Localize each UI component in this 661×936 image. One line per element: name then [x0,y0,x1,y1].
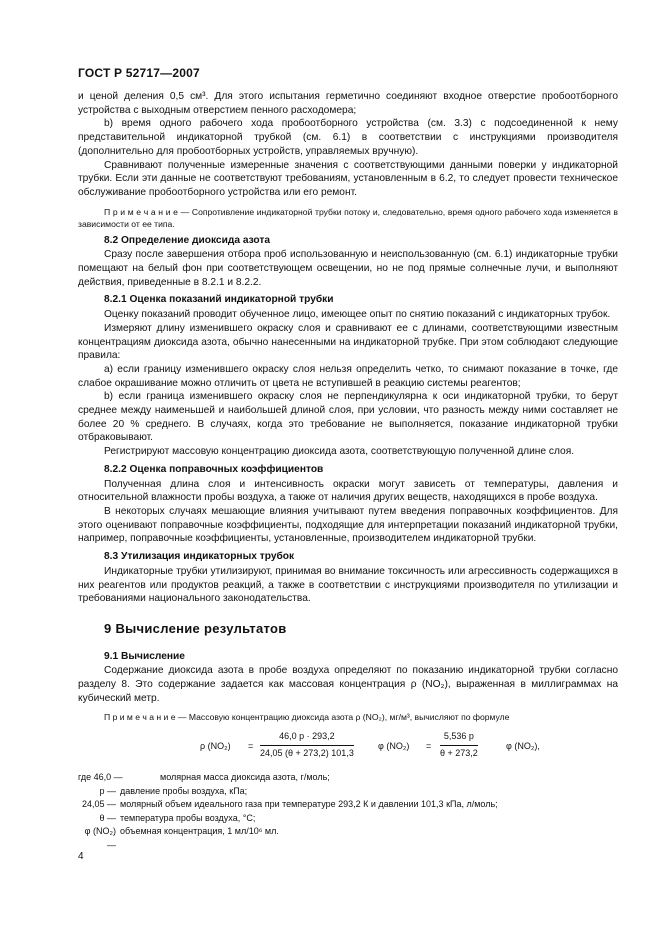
formula-lhs: ρ (NO₂) [200,741,231,752]
section-8-3-heading: 8.3 Утилизация индикаторных трубок [104,551,295,563]
formula-fraction-1 [260,730,354,760]
note-2 [78,711,618,723]
section-8-2-2-heading: 8.2.2 Оценка поправочных коэффициентов [104,463,324,475]
section-8-2-2-paragraph-1: Полученная длина слоя и интенсивность окраски могут зависеть от температуры, давления и относительной влажности пробы воздуха, а также от наличия других веществ, находящихся в пробе воздуха. [78,478,618,504]
section-8-2-2-paragraph-2: В некоторых случаях мешающие влияния учитывают путем введения поправочных коэффициентов. Для этого оценивают поправочные коэффициенты, подходящие для интерпретации показаний индикаторной трубки, например, поправочные коэффициенты, установленные, производителем индикаторной трубки. [78,505,618,545]
formula-multiplier-2: φ (NO₂), [506,741,540,752]
legend-desc: объемная концентрация, 1 мл/10⁶ мл. [120,826,279,837]
formula-equals: = [248,741,254,752]
section-8-2-heading: 8.2 Определение диоксида азота [104,234,271,246]
legend-term: φ (NO₂) — [84,826,116,850]
fraction-1-denominator: 24,05 (θ + 273,2) 101,3 [260,748,354,759]
document-body [78,90,618,852]
fraction-1-numerator: 46,0 p · 293,2 [260,730,354,746]
intro-paragraph-3: Сравнивают полученные измеренные значения с соответствующими данными поверки у индикаторной трубки. Если эти данные не соответствуют требованиям, установленным в 6.2, то следует провести техническое обслуживание пробоотборного устройства или его ремонт. [78,159,618,198]
legend-desc: давление пробы воздуха, кПа; [120,785,248,796]
legend-desc: температура пробы воздуха, °С; [120,812,256,823]
formula-legend [78,771,618,852]
note-label: П р и м е ч а н и е [104,712,176,723]
legend-row [78,825,618,852]
note-text: — Массовую концентрацию диоксида азота ρ (NO₂), мг/м³, вычисляют по формуле [175,712,510,723]
page-number: 4 [78,851,84,862]
section-8-2-1-paragraph-1: Оценку показаний проводит обученное лицо, имеющее опыт по снятию показаний с индикаторных трубок. [104,309,611,321]
section-8-3-paragraph: Индикаторные трубки утилизируют, принимая во внимание токсичность или агрессивность содержащихся в них реагентов или продуктов реакций, а также в соответствии с инструкциями производителя по утилизации и требованиями национального законодательства. [78,565,618,605]
section-8-2-paragraph: Сразу после завершения отбора проб использованную и неиспользованную (см. 6.1) индикаторные трубки помещают на белый фон при соответствующем освещении, но не под прямые солнечные лучи, и выполняют действия, приведенные в 8.2.1 и 8.2.2. [78,249,618,288]
legend-desc: молярный объем идеального газа при температуре 293,2 К и давлении 101,3 кПа, л/моль; [120,799,498,810]
document-header: ГОСТ Р 52717—2007 [78,66,200,80]
section-8-2-1-heading: 8.2.1 Оценка показаний индикаторной трубки [104,294,334,306]
section-8-2-1-rule-b: b) если граница изменившего окраску слоя не перпендикулярна к оси индикаторной трубки, то берут среднее между наименьшей и наибольшей длиной слоя, при условии, что разность между ними составляет не более 20 % среднего. В случаях, когда это требование не выполняется, показание индикаторной трубки отбраковывают. [78,391,618,444]
section-9-heading: 9 Вычисление результатов [104,620,287,636]
section-8-2-1-paragraph-2: Измеряют длину изменившего окраску слоя и сравнивают ее с длинами, соответствующими известным концентрациям диоксида азота, обычно нанесенными на индикаторной трубке. При этом соблюдают следующие правила: [78,322,618,362]
formula-fraction-2 [440,730,478,760]
intro-paragraph-2: b) время одного рабочего хода пробоотборного устройства (см. 3.3) с подсоединенной к нему представительной индикаторной трубкой (см. 6.1) в соответствии с инструкциями производителя (дополнительно для пробоотборных устройств, управляемых вручную). [78,118,618,157]
fraction-2-numerator: 5,536 p [440,730,478,746]
legend-row [78,785,618,799]
intro-paragraph-1: и ценой деления 0,5 см³. Для этого испытания герметично соединяют входное отверстие пробоотборного устройства с выходным отверстием пенного расходомера; [78,91,618,116]
note-1 [78,206,618,230]
legend-term: p — [99,785,116,796]
legend-term: 24,05 — [81,799,116,810]
note-label: П р и м е ч а н и е [104,206,178,217]
legend-term: где 46,0 — [78,772,123,783]
formula-equals-2: = [426,741,432,752]
legend-desc: молярная масса диоксида азота, г/моль; [160,772,330,783]
section-9-1-paragraph: Содержание диоксида азота в пробе воздуха определяют по показанию индикаторной трубки согласно разделу 8. Это содержание задается как массовая концентрация ρ (NO₂), выраженная в миллиграммах на кубический метр. [78,665,618,704]
legend-row [78,812,618,826]
section-9-1-heading: 9.1 Вычисление [104,650,185,662]
section-8-2-1-paragraph-5: Регистрируют массовую концентрацию диоксида азота, соответствующую полученной длине слоя. [104,446,575,458]
fraction-2-denominator: θ + 273,2 [440,748,478,759]
section-8-2-1-rule-a: a) если границу изменившего окраску слоя нельзя определить четко, то снимают показание в точке, где слабое окрашивание можно отличить от цвета не вступившей в реакцию системы реагентов; [78,363,618,389]
formula-multiplier-1: φ (NO₂) [378,741,410,752]
legend-row [78,771,618,785]
formula [78,727,618,767]
legend-term: θ — [99,812,116,823]
legend-row [78,798,618,812]
note-text: — Сопротивление индикаторной трубки потоку и, следовательно, время одного рабочего хода изменяется в зависимости от ее типа. [78,206,618,229]
